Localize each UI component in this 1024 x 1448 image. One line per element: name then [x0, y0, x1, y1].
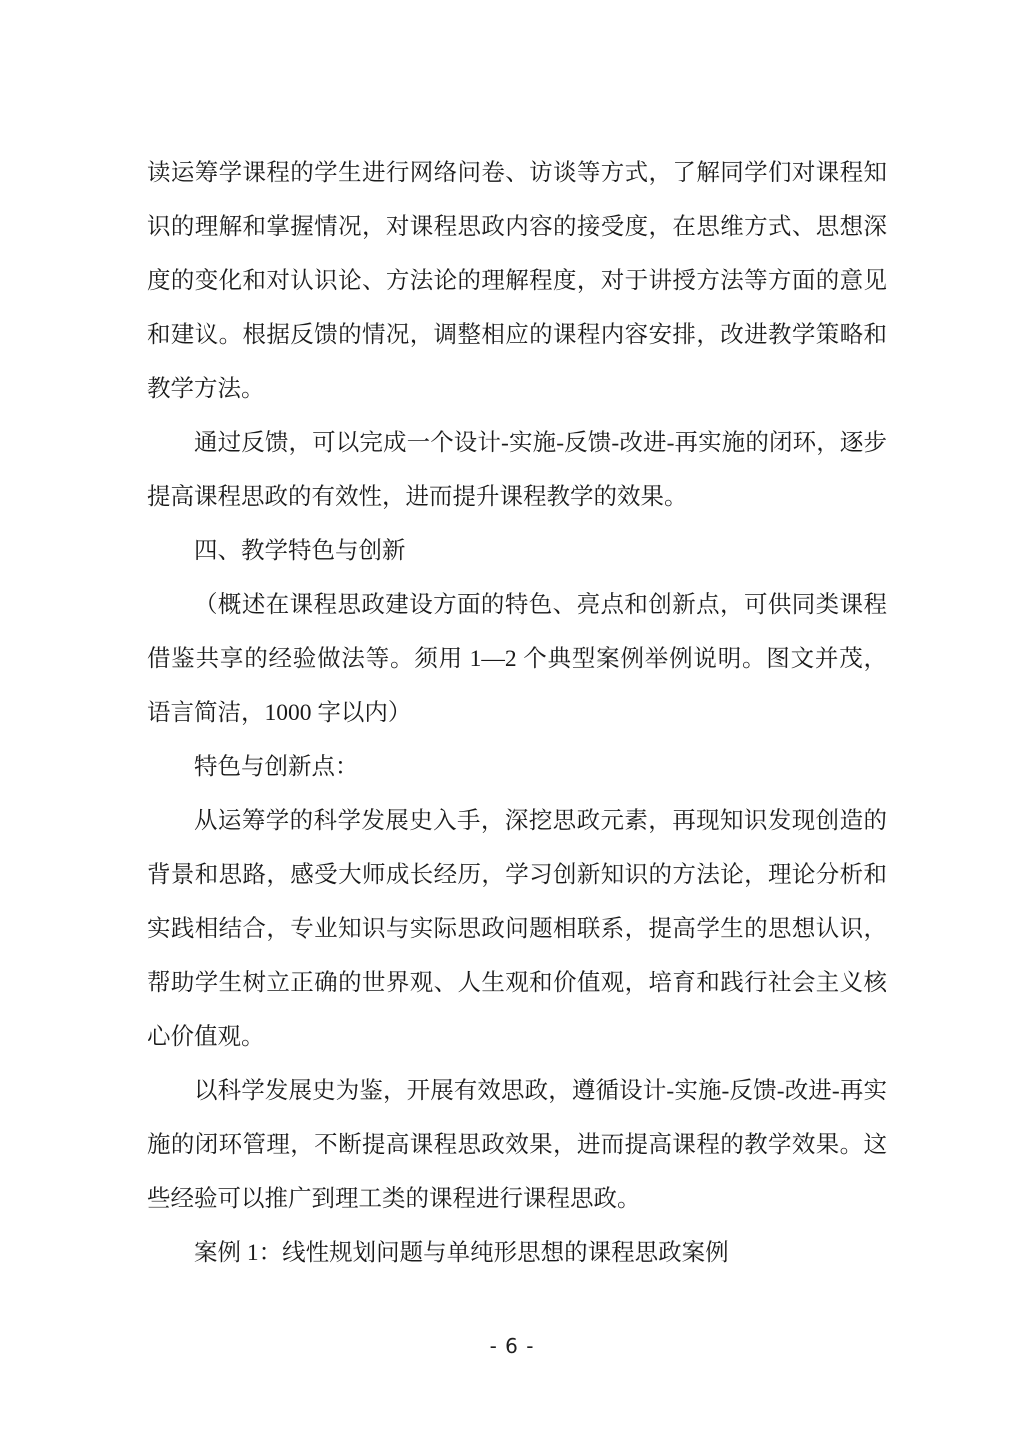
paragraph-feedback-loop: 通过反馈，可以完成一个设计-实施-反馈-改进-再实施的闭环，逐步提高课程思政的有效性，进而提升课程教学的效果。 — [147, 430, 887, 510]
paragraph-section-instructions: （概述在课程思政建设方面的特色、亮点和创新点，可供同类课程借鉴共享的经验做法等。须用 1—2 个典型案例举例说明。图文并茂，语言简洁，1000 字以内） — [147, 592, 887, 726]
paragraph-features-detail: 从运筹学的科学发展史入手，深挖思政元素，再现知识发现创造的背景和思路，感受大师成长经历，学习创新知识的方法论，理论分析和实践相结合，专业知识与实际思政问题相联系，提高学生的思想认识，帮助学生树立正确的世界观、人生观和价值观，培育和践行社会主义核心价值观。 — [147, 808, 887, 1050]
page-number: - 6 - — [489, 1334, 535, 1358]
paragraph-history-closed-loop: 以科学发展史为鉴，开展有效思政，遵循设计-实施-反馈-改进-再实施的闭环管理，不断提高课程思政效果，进而提高课程的教学效果。这些经验可以推广到理工类的课程进行课程思政。 — [147, 1078, 887, 1212]
paragraph-feedback-survey: 读运筹学课程的学生进行网络问卷、访谈等方式，了解同学们对课程知识的理解和掌握情况，对课程思政内容的接受度，在思维方式、思想深度的变化和对认识论、方法论的理解程度，对于讲授方法等方面的意见和建议。根据反馈的情况，调整相应的课程内容安排，改进教学策略和教学方法。 — [147, 160, 887, 402]
document-body — [147, 146, 887, 1280]
section-heading-teaching-features: 四、教学特色与创新 — [194, 538, 406, 564]
paragraph-case-1-title: 案例 1：线性规划问题与单纯形思想的课程思政案例 — [194, 1240, 729, 1266]
paragraph-features-label: 特色与创新点： — [194, 754, 359, 780]
